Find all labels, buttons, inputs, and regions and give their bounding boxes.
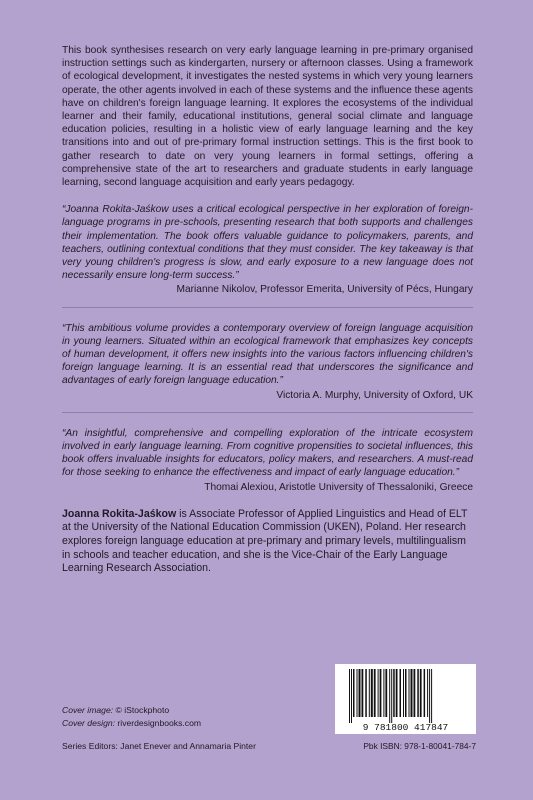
- barcode: [335, 664, 476, 734]
- review-attribution: Marianne Nikolov, Professor Emerita, University of Pécs, Hungary: [176, 284, 473, 296]
- barcode-bar: [400, 669, 402, 717]
- review-quote: “An insightful, comprehensive and compelling exploration of the intricate ecosystem involved in early language learning. From cognitive propensities to societal influences, this book offers invaluable insights for educators, policy makers, and researchers. A must-read for those seeking to enhance the effectiveness and impact of early language education.”: [62, 427, 473, 479]
- barcode-bar: [424, 669, 426, 717]
- barcode-bar: [371, 669, 373, 717]
- barcode-bar: [369, 669, 370, 717]
- barcode-bar: [383, 669, 384, 717]
- barcode-bar: [359, 669, 361, 717]
- barcode-graphic: [335, 664, 476, 734]
- barcode-bar: [409, 669, 410, 717]
- barcode-bar: [357, 669, 358, 717]
- barcode-bar: [353, 669, 355, 717]
- review-attribution: Victoria A. Murphy, University of Oxford, UK: [276, 389, 473, 401]
- barcode-bar: [414, 669, 416, 717]
- barcode-bar: [429, 669, 430, 723]
- review-quote: “This ambitious volume provides a contemporary overview of foreign language acquisition in young learners. Situated within an ecological framework that emphasizes key concepts of human development, it offers new insights into the various factors influencing children's foreign language learning. It is an essential read that underscores the significance and advantages of early foreign language education.”: [62, 322, 473, 387]
- barcode-bar: [351, 669, 352, 723]
- barcode-bar: [365, 669, 367, 717]
- barcode-bar: [405, 669, 407, 717]
- barcode-bar: [378, 669, 379, 717]
- barcode-bar: [420, 669, 422, 717]
- review-1: [62, 203, 473, 296]
- barcode-bar: [431, 669, 432, 723]
- review-attribution: Thomai Alexiou, Aristotle University of Thessaloniki, Greece: [204, 481, 473, 493]
- author-name: Joanna Rokita-Jaśkow: [62, 507, 177, 520]
- review-2: [62, 322, 473, 402]
- barcode-bar: [374, 669, 376, 717]
- barcode-bar: [389, 669, 390, 723]
- cover-credits: [62, 704, 302, 729]
- author-bio-text: is Associate Professor of Applied Linguistics and Head of ELT at the University of the National Education Commission (UKEN), Poland. Her research explores foreign language education at pre-primary and primary levels, multilingualism in schools and teacher education, and she is the Vice-Chair of the Early Language Learning Research Association.: [62, 507, 468, 575]
- author-bio: [62, 508, 473, 576]
- barcode-bar: [362, 669, 364, 717]
- divider: [62, 412, 473, 413]
- barcode-bar: [403, 669, 404, 717]
- barcode-bar: [385, 669, 387, 717]
- cover-design-credit: Cover design: riverdesignbooks.com: [62, 717, 202, 728]
- review-3: [62, 427, 473, 494]
- barcode-bar: [391, 669, 392, 723]
- barcode-digits: 9 781800 417847: [362, 722, 449, 733]
- review-quote: “Joanna Rokita-Jaśkow uses a critical ecological perspective in her exploration of foreign-language programs in pre-schools, presenting research that both supports and challenges their implementation. The book offers valuable guidance to policymakers, parents, and teachers, outlining contextual conditions that they must consider. The key takeaway is that very young children's progress is slow, and early exposure to a new language does not necessarily ensure long-term success.”: [62, 204, 473, 282]
- barcode-bar: [393, 669, 395, 717]
- isbn: Pbk ISBN: 978-1-80041-784-7: [363, 741, 476, 751]
- barcode-bar: [417, 669, 419, 717]
- barcode-bar: [427, 669, 428, 717]
- barcode-bar: [380, 669, 382, 717]
- cover-image-credit: Cover image: © iStockphoto: [62, 705, 170, 715]
- back-cover-text: [62, 44, 473, 576]
- series-editors: Series Editors: Janet Enever and Annamaria Pinter: [62, 741, 256, 751]
- barcode-bar: [411, 669, 413, 717]
- synopsis: This book synthesises research on very early language learning in pre-primary organised instruction settings such as kindergarten, nursery or afternoon classes. Using a framework of ecological development, it investigates the nested systems in which very young learners operate, the other agents involved in each of these systems and the influence these agents have on children's foreign language learning. It explores the ecosystems of the individual learner and their family, educational institutions, general social climate and language education policies, resulting in a holistic view of early language learning and the key transitions into and out of pre-primary formal instruction settings. This is the first book to gather research to date on very young learners in formal settings, offering a comprehensive state of the art to researchers and graduate students in early language learning, second language acquisition and early years pedagogy.: [62, 45, 473, 189]
- barcode-bar: [396, 669, 398, 717]
- barcode-bar: [349, 669, 350, 723]
- divider: [62, 307, 473, 308]
